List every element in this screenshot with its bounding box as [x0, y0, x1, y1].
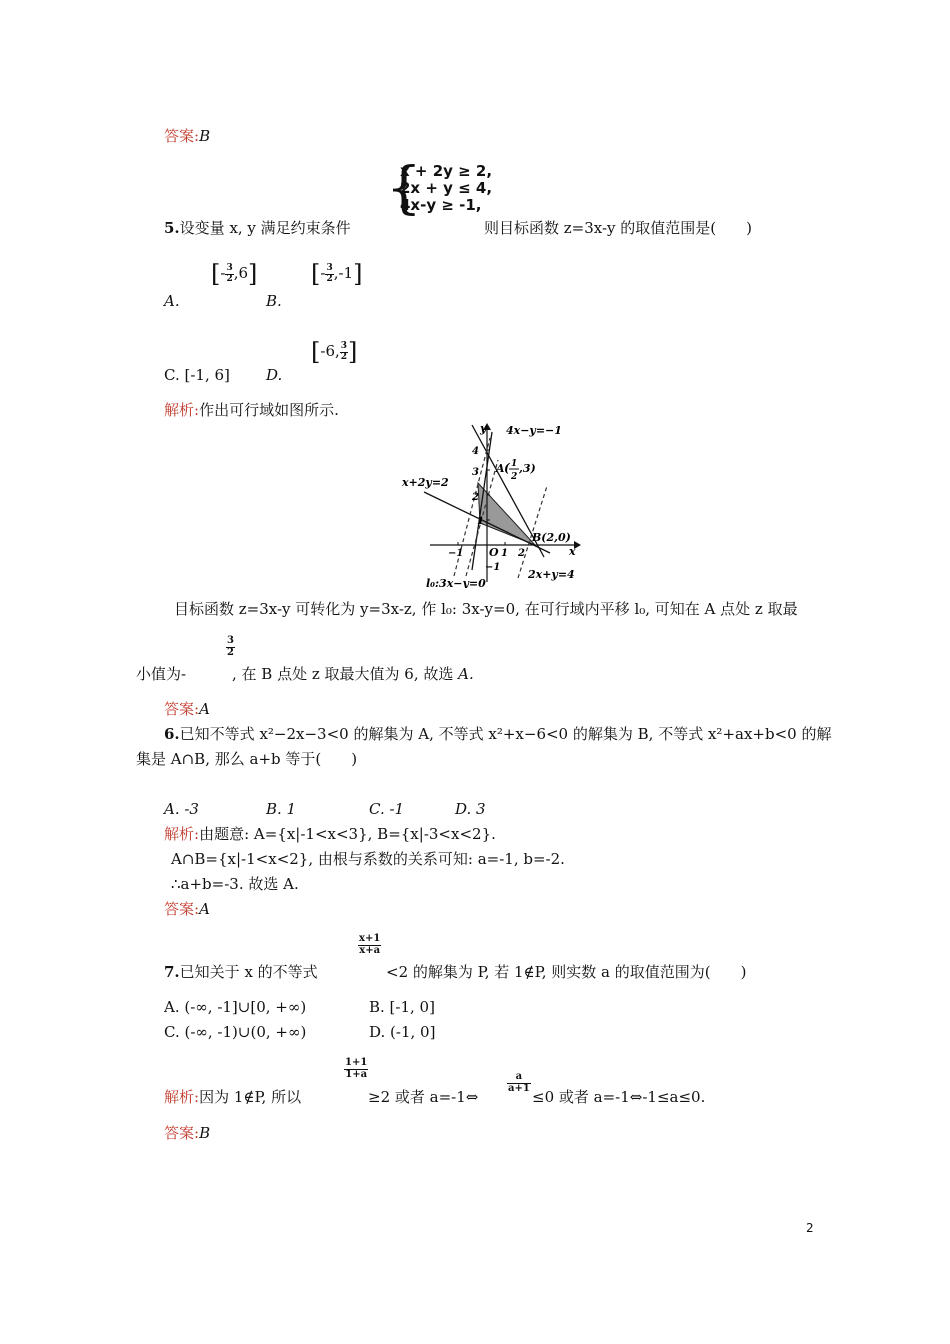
question-number: 7.	[164, 963, 180, 981]
q5-explanation-line2-left: 小值为-	[136, 665, 187, 683]
q5-option-d-label: D.	[266, 366, 283, 384]
q6-option-c: C. -1	[369, 800, 405, 818]
tick-y-4: 4	[472, 446, 479, 457]
answer-label: 答案:	[164, 700, 200, 718]
q5-stem-right: 则目标函数 z=3x-y 的取值范围是( )	[484, 219, 752, 237]
q6-solution-2: A∩B={x|-1<x<2}, 由根与系数的关系可知: a=-1, b=-2.	[171, 850, 565, 868]
answer-label: 答案:	[164, 900, 200, 918]
q7-answer	[164, 1126, 210, 1141]
q7-solution-fraction-1: $\frac{1+1}{1+a}$	[345, 1057, 368, 1080]
q6-option-a: A. -3	[164, 800, 199, 818]
q5-explanation-fraction: $\frac{3}{2}$	[227, 635, 234, 658]
q5-explanation-line1: 目标函数 z=3x-y 可转化为 y=3x-z, 作 l₀: 3x-y=0, 在可行域内平移 l₀, 可知在 A 点处 z 取最	[174, 600, 798, 618]
q5-option-a-label: A.	[164, 292, 180, 310]
solution-label: 解析:	[164, 401, 200, 419]
q6-answer	[164, 902, 210, 917]
answer-value: B	[199, 1124, 211, 1142]
solution-label: 解析:	[164, 825, 200, 843]
q5-stem-left	[164, 221, 351, 236]
q5-option-a-value: [- $\frac{3}{2}$ ,6]	[211, 260, 258, 288]
q7-stem-left: 7.已知关于 x 的不等式	[164, 963, 318, 981]
constraint-3: 4x-y ≥ -1,	[400, 196, 482, 214]
answer-label: 答案:	[164, 127, 200, 145]
q5-option-b-value: [- $\frac{3}{2}$ ,-1]	[311, 260, 363, 288]
q7-option-b: B. [-1, 0]	[369, 998, 435, 1016]
point-a-label: A	[496, 462, 505, 475]
q6-option-d: D. 3	[455, 800, 486, 818]
label-l0: l₀:3x−y=0	[426, 577, 486, 588]
q6-option-b: B. 1	[266, 800, 297, 818]
q4-answer	[164, 129, 210, 144]
label-4x-y: 4x−y=−1	[506, 424, 562, 437]
constraint-1: x + 2y ≥ 2,	[400, 162, 493, 180]
feasible-region-graph	[392, 420, 588, 588]
tick-x-1: 1	[501, 548, 508, 559]
q7-option-d: D. (-1, 0]	[369, 1023, 436, 1041]
origin-label: O	[489, 546, 499, 559]
question-number: 6.	[164, 725, 180, 743]
q7-solution-mid: ≥2 或者 a=-1⇔	[368, 1088, 479, 1106]
tick-y-1: 1	[477, 516, 484, 527]
q7-option-c: C. (-∞, -1)∪(0, +∞)	[164, 1023, 307, 1041]
answer-value: A	[199, 900, 210, 918]
q5-solution-intro: 解析:作出可行域如图所示.	[164, 401, 339, 419]
q6-stem-line2: 集是 A∩B, 那么 a+b 等于( )	[136, 750, 358, 768]
point-a-open: (	[504, 461, 510, 475]
q5-option-b-label: B.	[266, 292, 282, 310]
q6-solution-3: ∴a+b=-3. 故选 A.	[171, 875, 299, 893]
q5-explanation-line2-right: , 在 B 点处 z 取最大值为 6, 故选 A.	[232, 665, 474, 683]
label-x-2y: x+2y=2	[402, 476, 449, 489]
q7-solution-right: ≤0 或者 a=-1⇔-1≤a≤0.	[532, 1088, 706, 1106]
point-a-den: 2	[511, 472, 518, 482]
question-number: 5.	[164, 219, 180, 237]
q6-stem-line1: 6.已知不等式 x²−2x−3<0 的解集为 A, 不等式 x²+x−6<0 的解集为 B, 不等式 x²+ax+b<0 的解	[164, 725, 832, 743]
answer-value: A	[199, 700, 210, 718]
solution-label: 解析:	[164, 1088, 200, 1106]
point-b-label: B(2,0)	[532, 531, 571, 544]
question-text: 设变量 x, y 满足约束条件	[179, 219, 351, 237]
label-2x-y: 2x+y=4	[528, 568, 575, 581]
point-a-tail: ,3)	[519, 462, 536, 475]
q5-option-d-value: [-6, $\frac{3}{2}$ ]	[311, 338, 358, 366]
tick-x-2: 2	[518, 548, 525, 559]
q5-answer	[164, 702, 210, 717]
q7-fraction: $\frac{x+1}{x+a}$	[359, 933, 381, 956]
tick-x-minus1: −1	[448, 548, 464, 559]
answer-value: B	[199, 127, 211, 145]
tick-y-2: 2	[472, 492, 479, 503]
page-number: 2	[806, 1221, 814, 1235]
tick-y-minus1: −1	[485, 562, 501, 573]
left-brace: {	[386, 156, 422, 221]
q7-option-a: A. (-∞, -1]∪[0, +∞)	[164, 998, 307, 1016]
q6-solution-1: 解析:由题意: A={x|-1<x<3}, B={x|-3<x<2}.	[164, 825, 496, 843]
q5-option-c: C. [-1, 6]	[164, 366, 230, 384]
q7-solution-left: 解析:因为 1∉P, 所以	[164, 1088, 302, 1106]
x-axis-label: x	[569, 545, 576, 558]
tick-y-3: 3	[472, 467, 479, 478]
q7-stem-right: <2 的解集为 P, 若 1∉P, 则实数 a 的取值范围为( )	[386, 963, 747, 981]
answer-label: 答案:	[164, 1124, 200, 1142]
constraint-2: 2x + y ≤ 4,	[400, 179, 493, 197]
y-axis-label: y	[480, 422, 487, 435]
point-a-num: 1	[511, 459, 518, 469]
q7-solution-fraction-2: $\frac{a}{a+1}$	[508, 1071, 530, 1094]
